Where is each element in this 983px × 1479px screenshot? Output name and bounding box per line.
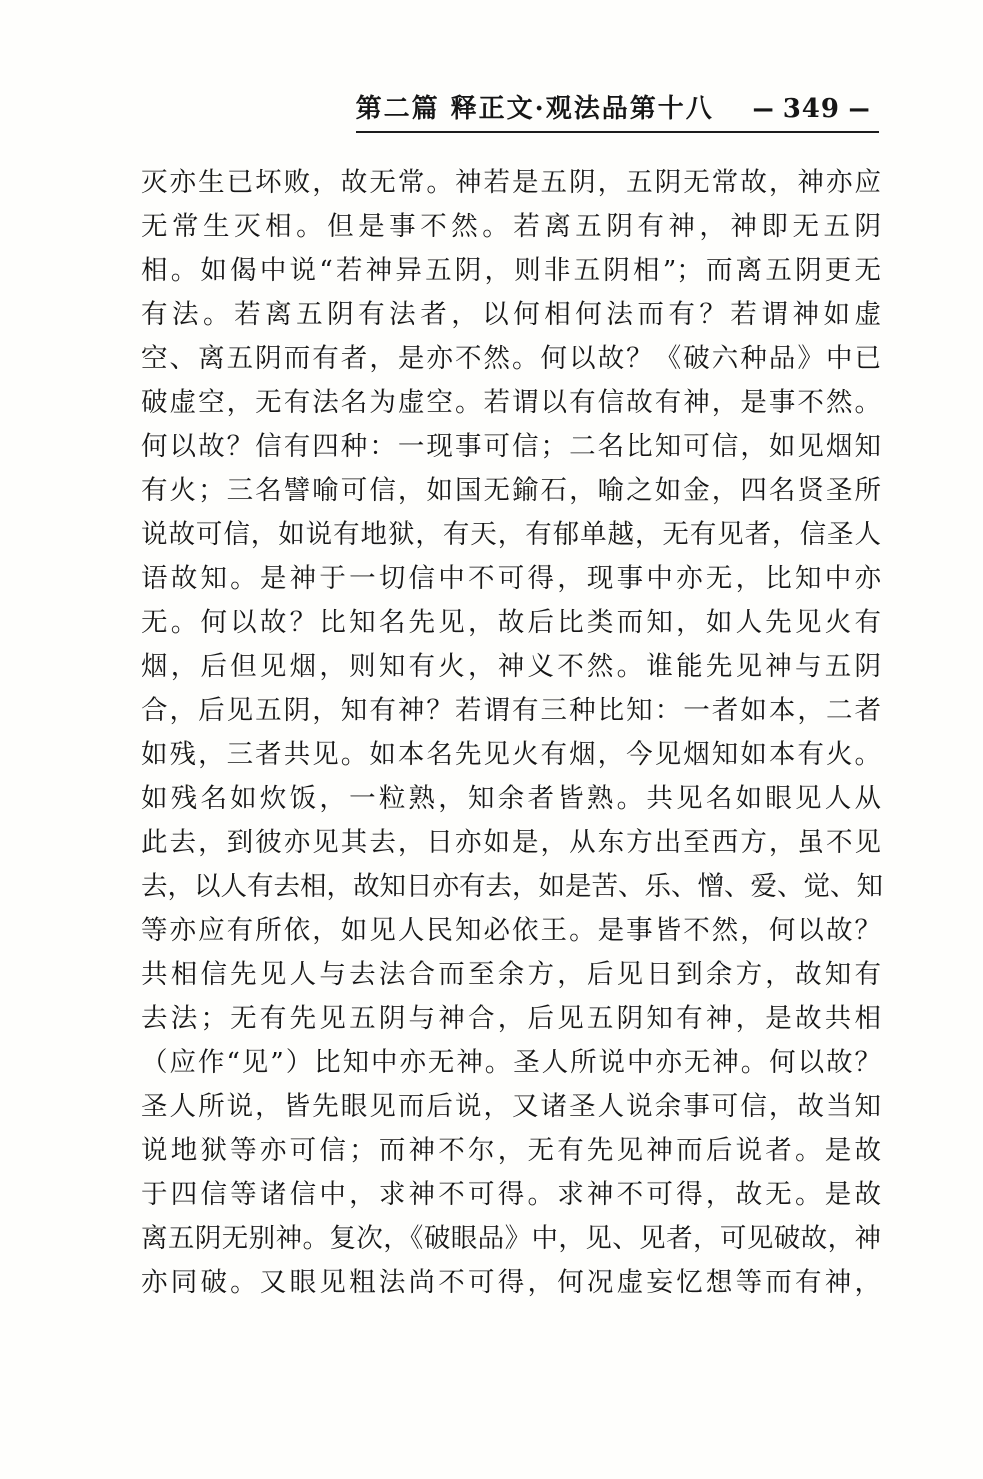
body-text-line: 亦同破。又眼见粗法尚不可得，何况虚妄忆想等而有神， xyxy=(141,1267,881,1298)
body-text-line: 烟，后但见烟，则知有火，神义不然。谁能先见神与五阴 xyxy=(141,651,881,682)
body-text-line: 圣人所说，皆先眼见而后说，又诸圣人说余事可信，故当知 xyxy=(141,1091,881,1122)
body-text-line: 于四信等诸信中，求神不可得。求神不可得，故无。是故 xyxy=(141,1179,881,1210)
running-header xyxy=(356,94,879,133)
body-text-block xyxy=(141,161,881,1305)
page-number: 349 xyxy=(782,94,840,124)
body-text-line: 破虚空，无有法名为虚空。若谓以有信故有神，是事不然。 xyxy=(141,387,881,418)
body-text-line: 空、离五阴而有者，是亦不然。何以故？《破六种品》中已 xyxy=(141,343,881,374)
body-text-line: 合，后见五阴，知有神？若谓有三种比知：一者如本，二者 xyxy=(141,695,881,726)
body-text-line: 说故可信，如说有地狱，有天，有郁单越，无有见者，信圣人 xyxy=(141,519,881,550)
body-text-line: 此去，到彼亦见其去，日亦如是，从东方出至西方，虽不见 xyxy=(141,827,881,858)
body-text-line: 等亦应有所依，如见人民知必依王。是事皆不然，何以故？ xyxy=(141,915,881,946)
body-text-line: 无。何以故？比知名先见，故后比类而知，如人先见火有 xyxy=(141,607,881,638)
body-text-line: 如残，三者共见。如本名先见火有烟，今见烟知如本有火。 xyxy=(141,739,881,770)
body-text-line: 说地狱等亦可信；而神不尔，无有先见神而后说者。是故 xyxy=(141,1135,881,1166)
body-text-line: 去，以人有去相，故知日亦有去，如是苦、乐、憎、爱、觉、知 xyxy=(141,871,883,902)
body-text-line: 相。如偈中说“若神异五阴，则非五阴相”；而离五阴更无 xyxy=(141,255,881,286)
body-text-line: 共相信先见人与去法合而至余方，后见日到余方，故知有 xyxy=(141,959,881,990)
body-text-line: 灭亦生已坏败，故无常。神若是五阴，五阴无常故，神亦应 xyxy=(141,167,881,198)
body-text-line: 去法；无有先见五阴与神合，后见五阴知有神，是故共相 xyxy=(141,1003,881,1034)
body-text-line: 如残名如炊饭，一粒熟，知余者皆熟。共见名如眼见人从 xyxy=(141,783,881,814)
body-text-line: 有法。若离五阴有法者，以何相何法而有？若谓神如虚 xyxy=(141,299,881,330)
body-text-line: （应作“见”）比知中亦无神。圣人所说中亦无神。何以故？ xyxy=(141,1047,881,1078)
page-number-right-dash: — xyxy=(848,94,871,124)
page-number-group xyxy=(744,94,879,124)
body-text-line: 无常生灭相。但是事不然。若离五阴有神，神即无五阴 xyxy=(141,211,881,242)
page-number-left-dash: — xyxy=(752,94,775,124)
body-text-line: 离五阴无别神。复次，《破眼品》中，见、见者，可见破故，神 xyxy=(141,1223,881,1254)
body-text-line: 何以故？信有四种：一现事可信；二名比知可信，如见烟知 xyxy=(141,431,881,462)
chapter-title: 第二篇 释正文·观法品第十八 xyxy=(355,94,714,124)
body-text-line: 语故知。是神于一切信中不可得，现事中亦无，比知中亦 xyxy=(141,563,881,594)
body-text-line: 有火；三名譬喻可信，如国无鍮石，喻之如金，四名贤圣所 xyxy=(141,475,881,506)
